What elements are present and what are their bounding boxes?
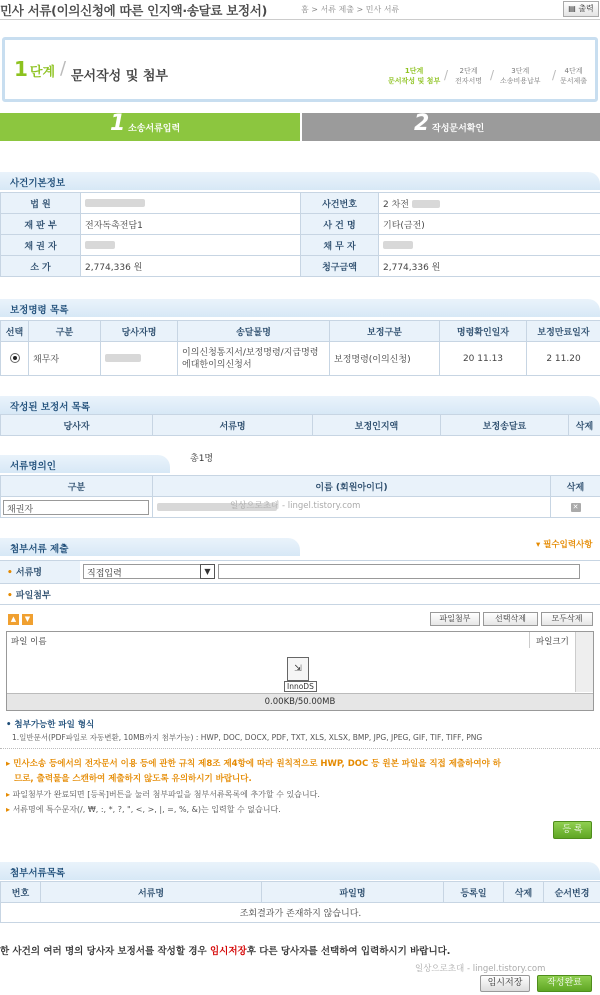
order-list-table: 선택 구분 당사자명 송달물명 보정구분 명령확인일자 보정만료일자 채무자 이의신청통지서/보정명령/지급명령 에대한이의신청서 보정명령(이의신청) 20 11.13 2 11.20 [0, 320, 600, 376]
chevron-down-icon[interactable]: ▼ [200, 564, 215, 579]
register-button[interactable]: 등 록 [553, 821, 592, 839]
attached-list-table: 번호 서류명 파일명 등록일 삭제 순서변경 조회결과가 존재하지 않습니다. [0, 881, 600, 923]
substep-separator: / [552, 68, 557, 82]
step-slash: / [60, 58, 67, 79]
empty-message: 조회결과가 존재하지 않습니다. [1, 903, 600, 923]
substep-4: 4단계 문서제출 [560, 67, 588, 85]
breadcrumb: 홈 > 서류 제출 > 민사 서류 [301, 5, 400, 14]
table-row: 채무자 이의신청통지서/보정명령/지급명령 에대한이의신청서 보정명령(이의신청) 20 11.13 2 11.20 [1, 342, 600, 376]
phase-tab-input[interactable]: 1 소송서류입력 [0, 113, 300, 141]
complete-button[interactable]: 작성완료 [537, 975, 592, 992]
case-info-title: 사건기본정보 [0, 172, 600, 190]
doc-name-label: • 서류명 [7, 568, 42, 578]
required-note: ▾ 필수입력사항 [536, 540, 593, 550]
substep-separator: / [490, 68, 495, 82]
formats-title: • 첨부가능한 파일 형식 [6, 720, 95, 730]
file-size-header: 파일크기 [529, 632, 573, 648]
table-row: 소 가 2,774,336 원 청구금액 2,774,336 원 [1, 256, 600, 277]
phase-tab-confirm[interactable]: 2 작성문서확인 [302, 113, 600, 141]
nominee-title: 서류명의인 [0, 455, 170, 473]
print-button[interactable]: ▤ 출력 [563, 1, 599, 17]
court-division: 전자독촉전담1 [81, 214, 301, 235]
table-row: 법 원 사건번호 2 차전 [1, 193, 600, 214]
nominee-table: 구분 이름 (회원아이디) 삭제 채권자 ✕ [0, 475, 600, 518]
innods-label: InnoDS [284, 681, 317, 692]
file-attach-label: • 파일첨부 [7, 591, 51, 601]
step-number: 1 단계 [14, 57, 56, 81]
case-info-table [0, 192, 600, 277]
substep-separator: / [444, 68, 449, 82]
delete-all-button[interactable]: 모두삭제 [541, 612, 593, 626]
attach-title: 첨부서류 제출 [0, 538, 300, 556]
written-list-title: 작성된 보정서 목록 [0, 396, 600, 414]
doc-type-select[interactable]: 직접입력 [83, 564, 215, 579]
claim-amount: 2,774,336 원 [379, 256, 600, 277]
creditor-name [85, 241, 115, 249]
party-name [105, 354, 141, 362]
arrow-down-icon[interactable]: ▼ [22, 614, 33, 625]
footer-notice: 한 사건의 여러 명의 당사자 보정서를 작성할 경우 임시저장후 다른 당사자를 선택하여 입력하시기 바랍니다. [0, 946, 451, 957]
nominee-total: 총1명 [190, 454, 214, 464]
table-row [1, 903, 600, 923]
printer-icon: ▤ [568, 4, 579, 13]
table-row: 채 권 자 채 무 자 [1, 235, 600, 256]
substep-2: 2단계 전자서명 [455, 67, 483, 85]
written-list-table: 당사자 서류명 보정인지액 보정송달료 삭제 [0, 414, 600, 436]
delete-selected-button[interactable]: 선택삭제 [483, 612, 538, 626]
drag-drop-icon: ⇲ [287, 657, 309, 681]
watermark-footer: 일상으로초대 - lingel.tistory.com [415, 964, 546, 974]
substep-1: 1단계 문서작성 및 첨부 [388, 67, 441, 85]
warning-line2: 므로, 출력물을 스캔하여 제출하지 않도록 유의하시기 바랍니다. [14, 774, 252, 784]
debtor-name [383, 241, 413, 249]
doc-name-input[interactable] [218, 564, 580, 579]
attach-file-button[interactable]: 파일첨부 [430, 612, 480, 626]
warning-line1: ▸ 민사소송 등에서의 전자문서 이용 등에 관한 규칙 제8조 제4항에 따라 원칙적으로 HWP, DOC 등 원본 파일을 직접 제출하여야 하 [6, 759, 501, 769]
upload-progress: 0.00KB/50.00MB [7, 693, 593, 710]
substep-3: 3단계 소송비용납부 [500, 67, 541, 85]
file-list-scrollbar[interactable] [575, 632, 593, 692]
case-name: 기타(금전) [379, 214, 600, 235]
file-name-header: 파일 이름 [11, 637, 47, 647]
nominee-type-field[interactable]: 채권자 [3, 500, 149, 515]
court-value [85, 199, 145, 207]
attached-list-title: 첨부서류목록 [0, 862, 600, 880]
watermark-text: 일상으로초대 - lingel.tistory.com [230, 501, 361, 511]
case-number: 2 차전 [383, 199, 409, 210]
select-radio[interactable] [10, 353, 20, 363]
arrow-up-icon[interactable]: ▲ [8, 614, 19, 625]
step-name: 문서작성 및 첨부 [71, 69, 168, 84]
claim-value: 2,774,336 원 [81, 256, 301, 277]
note-special-chars: ▸ 서류명에 특수문자(/, ₩, :, *, ?, ", <, >, |, =, %, &)는 입력할 수 없습니다. [6, 805, 281, 814]
formats-text: 1.일반문서(PDF파일로 자동변환, 10MB까지 첨부가능) : HWP, DOC, DOCX, PDF, TXT, XLS, XLSX, BMP, JPG, JPEG, GIF, TIF, TIFF, PNG [12, 733, 483, 742]
order-list-title: 보정명령 목록 [0, 299, 600, 317]
note-register: ▸ 파일첨부가 완료되면 [등록]버튼을 눌러 첨부파일을 첨부서류목록에 추가할 수 있습니다. [6, 790, 320, 799]
temp-save-button[interactable]: 임시저장 [480, 975, 530, 992]
table-row: 재 판 부 전자독촉전담1 사 건 명 기타(금전) [1, 214, 600, 235]
page-title: 민사 서류(이의신청에 따른 인지액·송달료 보정서) [0, 3, 267, 18]
delete-icon[interactable]: ✕ [571, 503, 581, 512]
